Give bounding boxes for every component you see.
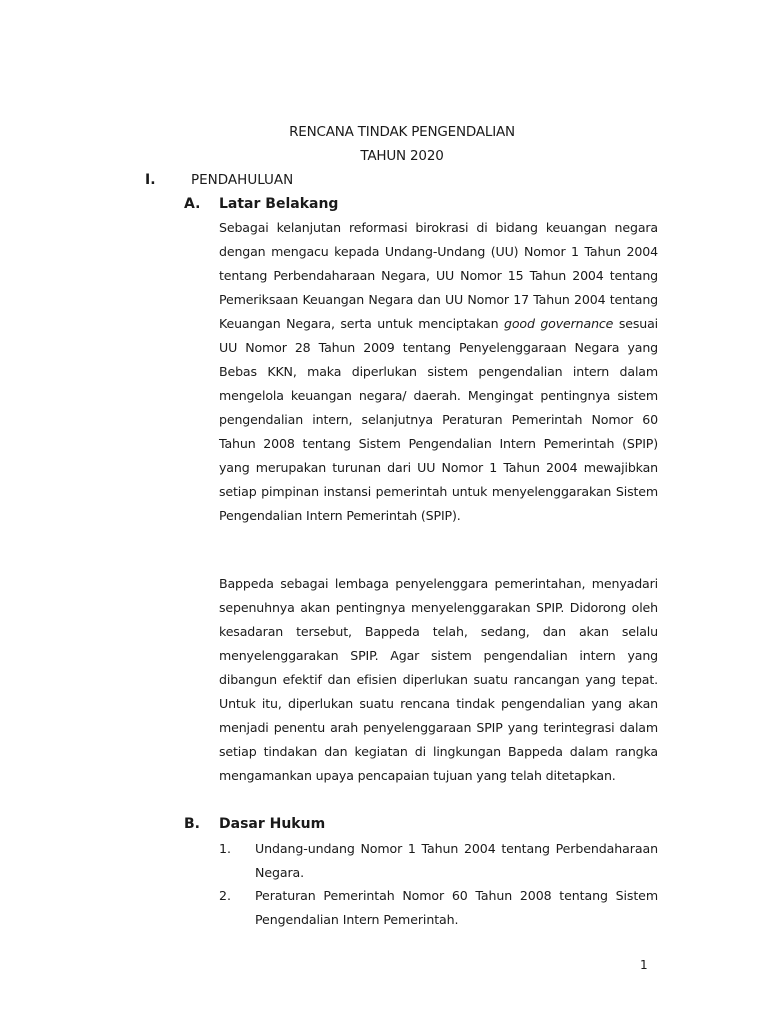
list-item-number: 1.	[219, 841, 232, 856]
para1-italic-term: good governance	[504, 316, 614, 331]
subsection-b-letter: B.	[184, 816, 200, 832]
page-number: 1	[640, 958, 648, 972]
list-item-text: Peraturan Pemerintah Nomor 60 Tahun 2008 tentang Sistem Pengendalian Intern Pemerintah.	[255, 888, 658, 927]
subsection-a-letter: A.	[184, 196, 201, 212]
para1-text-start: Sebagai kelanjutan reformasi birokrasi di bidang keuangan negara dengan mengacu kepada Undang-Undang (UU) Nomor 1 Tahun 2004 tentang Perbendaharaan Negara, UU Nomor 15 Tahun 2004 tentang Pemeriksaan Keuangan Negara dan UU Nomor 17 Tahun 2004 tentang Keuangan Negara, serta untuk menciptakan	[219, 220, 658, 331]
document-title: RENCANA TINDAK PENGENDALIAN	[289, 124, 515, 140]
document-year: TAHUN 2020	[360, 148, 444, 164]
latar-belakang-paragraph-1	[219, 216, 658, 528]
latar-belakang-paragraph-2: Bappeda sebagai lembaga penyelenggara pemerintahan, menyadari sepenuhnya akan pentingnya menyelenggarakan SPIP. Didorong oleh kesadaran tersebut, Bappeda telah, sedang, dan akan selalu menyelenggarakan SPIP. Agar sistem pengendalian intern yang dibangun efektif dan efisien diperlukan suatu rancangan yang tepat. Untuk itu, diperlukan suatu rencana tindak pengendalian yang akan menjadi penentu arah penyelenggaraan SPIP yang terintegrasi dalam setiap tindakan dan kegiatan di lingkungan Bappeda dalam rangka mengamankan upaya pencapaian tujuan yang telah ditetapkan.	[219, 576, 658, 783]
subsection-a-title: Latar Belakang	[219, 196, 339, 212]
list-item-number: 2.	[219, 888, 232, 903]
list-item-text: Undang-undang Nomor 1 Tahun 2004 tentang Perbendaharaan Negara.	[255, 841, 658, 880]
section-number: I.	[145, 172, 156, 188]
subsection-b-title: Dasar Hukum	[219, 816, 326, 832]
section-title: PENDAHULUAN	[191, 172, 294, 188]
para1-text-end: sesuai UU Nomor 28 Tahun 2009 tentang Penyelenggaraan Negara yang Bebas KKN, maka diperlukan sistem pengendalian intern dalam mengelola keuangan negara/ daerah. Mengingat pentingnya sistem pengendalian intern, selanjutnya Peraturan Pemerintah Nomor 60 Tahun 2008 tentang Sistem Pengendalian Intern Pemerintah (SPIP) yang merupakan turunan dari UU Nomor 1 Tahun 2004 mewajibkan setiap pimpinan instansi pemerintah untuk menyelenggarakan Sistem Pengendalian Intern Pemerintah (SPIP).	[219, 316, 658, 523]
